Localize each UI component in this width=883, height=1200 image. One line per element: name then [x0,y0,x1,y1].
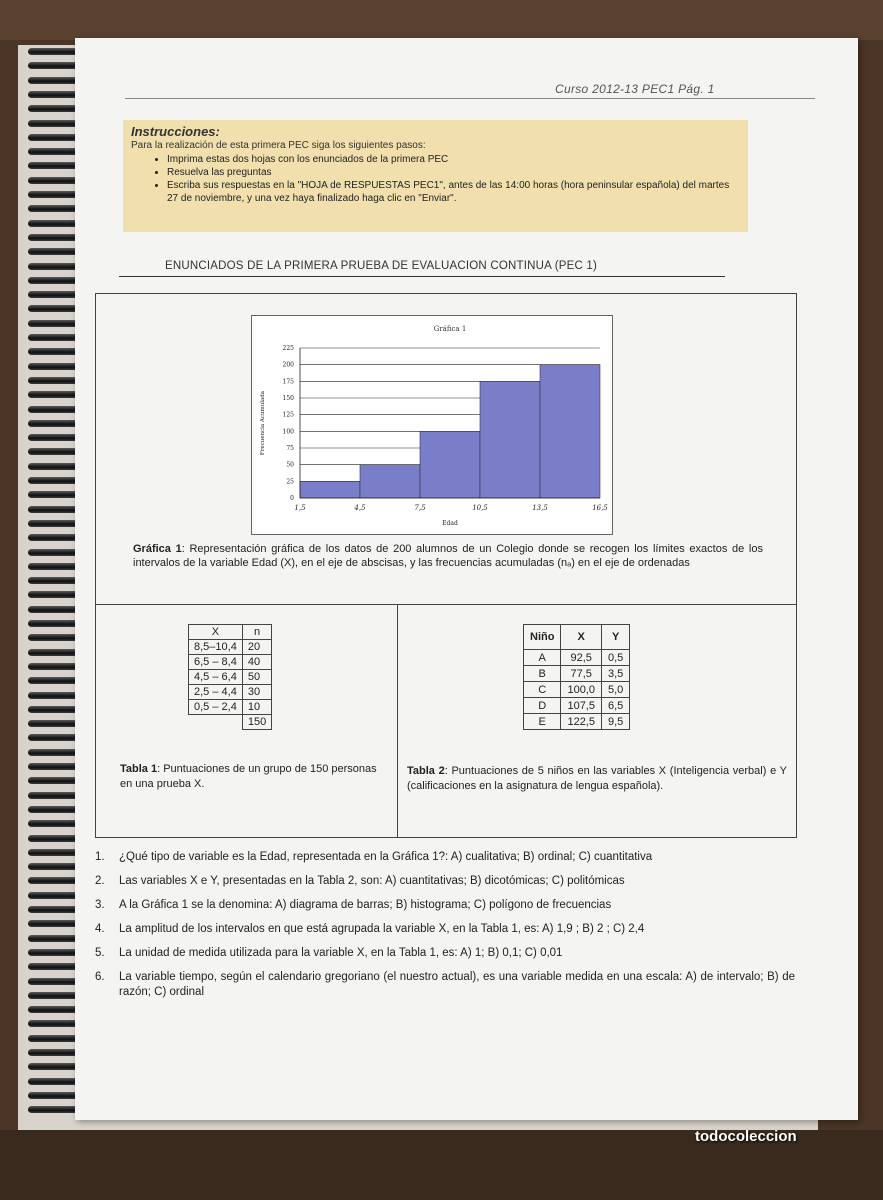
spiral-coil [28,863,80,870]
table2-caption-text: : Puntuaciones de 5 niños en las variables X (Inteligencia verbal) e Y (calificaciones en la asignatura de lengua española). [407,765,788,792]
instructions-box [123,120,748,232]
chart-svg [252,316,612,534]
table-row [189,715,272,730]
table-row [524,682,630,698]
spiral-coil [28,291,80,298]
table-cell: 10 [242,700,271,715]
table-1 [188,624,272,730]
table-cell: 9,5 [601,714,629,730]
table2-header-y: Y [601,625,629,650]
spiral-coil [28,820,80,827]
spiral-coil [28,677,80,684]
instruction-item: • Escriba sus respuestas en la "HOJA de RESPUESTAS PEC1", antes de las 14:00 horas (hora peninsular española) del martes 27 de noviembre, y una vez haya finalizado haga clic en "Enviar". [167,179,740,205]
table-cell: A [524,650,561,666]
table1-total: 150 [242,715,271,730]
frame-divider-horizontal [95,604,797,605]
table-row [524,714,630,730]
y-tick-label: 175 [282,378,294,386]
y-tick-label: 0 [290,495,294,502]
spiral-coil [28,649,80,656]
question-number: 5. [95,947,105,959]
spiral-coil [28,506,80,513]
table-cell: 50 [242,670,271,685]
list-item [95,922,795,937]
spiral-coil [28,534,80,541]
chart-title: Gráfica 1 [433,325,467,333]
spiral-coil [28,277,80,284]
spiral-coil [28,391,80,398]
list-item [95,970,795,1000]
table1-caption-text: : Puntuaciones de un grupo de 150 personas en una prueba X. [120,763,377,790]
spiral-coil [28,763,80,770]
table-2 [523,624,630,730]
table1-caption [120,762,380,792]
spiral-coil [28,363,80,370]
watermark-logo: todocoleccion [695,1128,797,1145]
spiral-coil [28,448,80,455]
spiral-coil [28,520,80,527]
spiral-coil [28,406,80,413]
spiral-coil [28,1092,80,1099]
table-cell: 30 [242,685,271,700]
question-number: 2. [95,875,105,887]
table2-header-nino: Niño [524,625,561,650]
instructions-title: Instrucciones: [131,124,220,139]
histogram-bar [420,431,480,498]
section-title: ENUNCIADOS DE LA PRIMERA PRUEBA DE EVALUACION CONTINUA (PEC 1) [165,260,598,272]
spiral-coil [28,463,80,470]
header-rule [125,98,815,99]
table1-header-n: n [242,625,271,640]
x-tick-label: 16,5 [592,504,608,512]
spiral-coil [28,949,80,956]
table-row [524,698,630,714]
instructions-list [131,153,740,205]
table-cell-empty [189,715,243,730]
question-text: La amplitud de los intervalos en que está agrupada la variable X, en la Tabla 1, es: A) 1,9 ; B) 2 ; C) 2,4 [119,923,645,935]
table2-caption-label: Tabla 2 [407,765,445,777]
y-tick-label: 125 [282,411,294,419]
spiral-coil [28,148,80,155]
spiral-coil [28,877,80,884]
instruction-item: • Resuelva las preguntas [167,166,740,179]
frame-divider-vertical [397,604,398,838]
y-tick-label: 200 [282,361,294,369]
spiral-coil [28,777,80,784]
spiral-coil [28,806,80,813]
table-cell: 107,5 [561,698,602,714]
spiral-coil [28,634,80,641]
spiral-coil [28,720,80,727]
table-cell: 0,5 [601,650,629,666]
table-cell: C [524,682,561,698]
background-top [0,0,883,40]
spiral-coil [28,491,80,498]
table-row [189,655,272,670]
table-row [189,640,272,655]
spiral-coil [28,591,80,598]
table-cell: 6,5 – 8,4 [189,655,243,670]
table-cell: 20 [242,640,271,655]
table-cell: 122,5 [561,714,602,730]
table-cell: 2,5 – 4,4 [189,685,243,700]
table-cell: 0,5 – 2,4 [189,700,243,715]
spiral-coil [28,234,80,241]
instruction-item: • Imprima estas dos hojas con los enunciados de la primera PEC [167,153,740,166]
y-axis-label: Frecuencia Acumulada [260,390,266,456]
x-tick-label: 4,5 [354,504,366,512]
spiral-coil [28,263,80,270]
question-list [95,850,795,1009]
histogram-bar [360,465,420,498]
table-cell: 92,5 [561,650,602,666]
y-tick-label: 75 [286,445,294,452]
spiral-coil [28,606,80,613]
list-item [95,946,795,961]
spiral-coil [28,420,80,427]
spiral-coil [28,734,80,741]
spiral-coil [28,205,80,212]
spiral-coil [28,134,80,141]
question-text: Las variables X e Y, presentadas en la Tabla 2, son: A) cuantitativas; B) dicotómicas; C) politómicas [119,875,625,887]
spiral-coil [28,1006,80,1013]
table-cell: 8,5–10,4 [189,640,243,655]
question-number: 1. [95,851,105,863]
spiral-coil [28,1078,80,1085]
spiral-coil [28,663,80,670]
histogram-bar [540,365,600,498]
spiral-coil [28,992,80,999]
histogram-bar [300,481,360,498]
y-tick-label: 100 [282,428,294,436]
spiral-coil [28,120,80,127]
y-tick-label: 50 [286,461,294,469]
question-text: La unidad de medida utilizada para la variable X, en la Tabla 1, es: A) 1; B) 0,1; C) 0,01 [119,947,563,959]
table-row [524,666,630,682]
spiral-coil [28,191,80,198]
table-cell: 100,0 [561,682,602,698]
x-tick-label: 7,5 [414,504,426,512]
spiral-coil [28,577,80,584]
spiral-coil [28,549,80,556]
spiral-coil [28,706,80,713]
spiral-coil [28,963,80,970]
grafica-caption-label: Gráfica 1 [133,543,182,555]
y-tick-label: 150 [282,395,294,402]
x-tick-label: 10,5 [472,504,488,512]
list-item [95,874,795,889]
table2-caption [407,764,787,794]
table-row [189,700,272,715]
spiral-coil [28,792,80,799]
x-axis-label: Edad [442,520,458,527]
x-tick-label: 13,5 [532,504,548,512]
spiral-coil [28,248,80,255]
spiral-coil [28,920,80,927]
spiral-coil [28,434,80,441]
spiral-coil [28,220,80,227]
section-rule [119,276,725,277]
table-cell: 4,5 – 6,4 [189,670,243,685]
spiral-coil [28,892,80,899]
spiral-coil [28,906,80,913]
spiral-coil [28,1035,80,1042]
grafica-caption [133,542,763,570]
spiral-coil [28,48,80,55]
histogram-chart [251,315,613,535]
table-cell: 3,5 [601,666,629,682]
spiral-coil [28,91,80,98]
table-cell: 40 [242,655,271,670]
table-cell: B [524,666,561,682]
list-item [95,850,795,865]
spiral-coil [28,1049,80,1056]
spiral-coil [28,1106,80,1113]
list-item [95,898,795,913]
spiral-coil [28,835,80,842]
spiral-coil [28,305,80,312]
spiral-coil [28,749,80,756]
page-header: Curso 2012-13 PEC1 Pág. 1 [555,82,715,96]
spiral-coil [28,320,80,327]
instructions-intro: Para la realización de esta primera PEC siga los siguientes pasos: [131,140,426,151]
table1-caption-label: Tabla 1 [120,763,158,775]
spiral-coil [28,935,80,942]
spiral-coil [28,978,80,985]
document-page [75,38,858,1120]
spiral-coil [28,563,80,570]
table-row [524,650,630,666]
question-text: La variable tiempo, según el calendario gregoriano (el nuestro actual), es una variable medida en una escala: A) de intervalo; B) de razón; C) ordinal [119,971,795,998]
table-cell: E [524,714,561,730]
y-tick-label: 25 [286,478,294,486]
grafica-caption-text: : Representación gráfica de los datos de 200 alumnos de un Colegio donde se recogen los límites exactos de los intervalos de la variable Edad (X), en el eje de abscisas, y las frecuencias acumuladas (nₐ) en el eje de ordenadas [133,543,763,569]
question-number: 6. [95,971,105,983]
table-cell: 77,5 [561,666,602,682]
spiral-coil [28,62,80,69]
question-text: ¿Qué tipo de variable es la Edad, representada en la Gráfica 1?: A) cualitativa; B) ordinal; C) cuantitativa [119,851,653,863]
table-row [189,670,272,685]
spiral-coil [28,77,80,84]
table2-header-x: X [561,625,602,650]
spiral-coil [28,105,80,112]
spiral-coil [28,348,80,355]
spiral-coil [28,162,80,169]
spiral-coil [28,849,80,856]
y-tick-label: 225 [282,345,294,352]
spiral-coil [28,620,80,627]
table-cell: 5,0 [601,682,629,698]
spiral-coil [28,1020,80,1027]
histogram-bar [480,381,540,498]
spiral-coil [28,334,80,341]
spiral-coil [28,177,80,184]
table-cell: D [524,698,561,714]
x-tick-label: 1,5 [294,504,306,512]
spiral-coil [28,377,80,384]
spiral-coil [28,477,80,484]
table-cell: 6,5 [601,698,629,714]
question-number: 3. [95,899,105,911]
table1-header-x: X [189,625,243,640]
table-row [189,685,272,700]
question-number: 4. [95,923,105,935]
spiral-coil [28,692,80,699]
spiral-coil [28,1063,80,1070]
question-text: A la Gráfica 1 se la denomina: A) diagrama de barras; B) histograma; C) polígono de frecuencias [119,899,612,911]
